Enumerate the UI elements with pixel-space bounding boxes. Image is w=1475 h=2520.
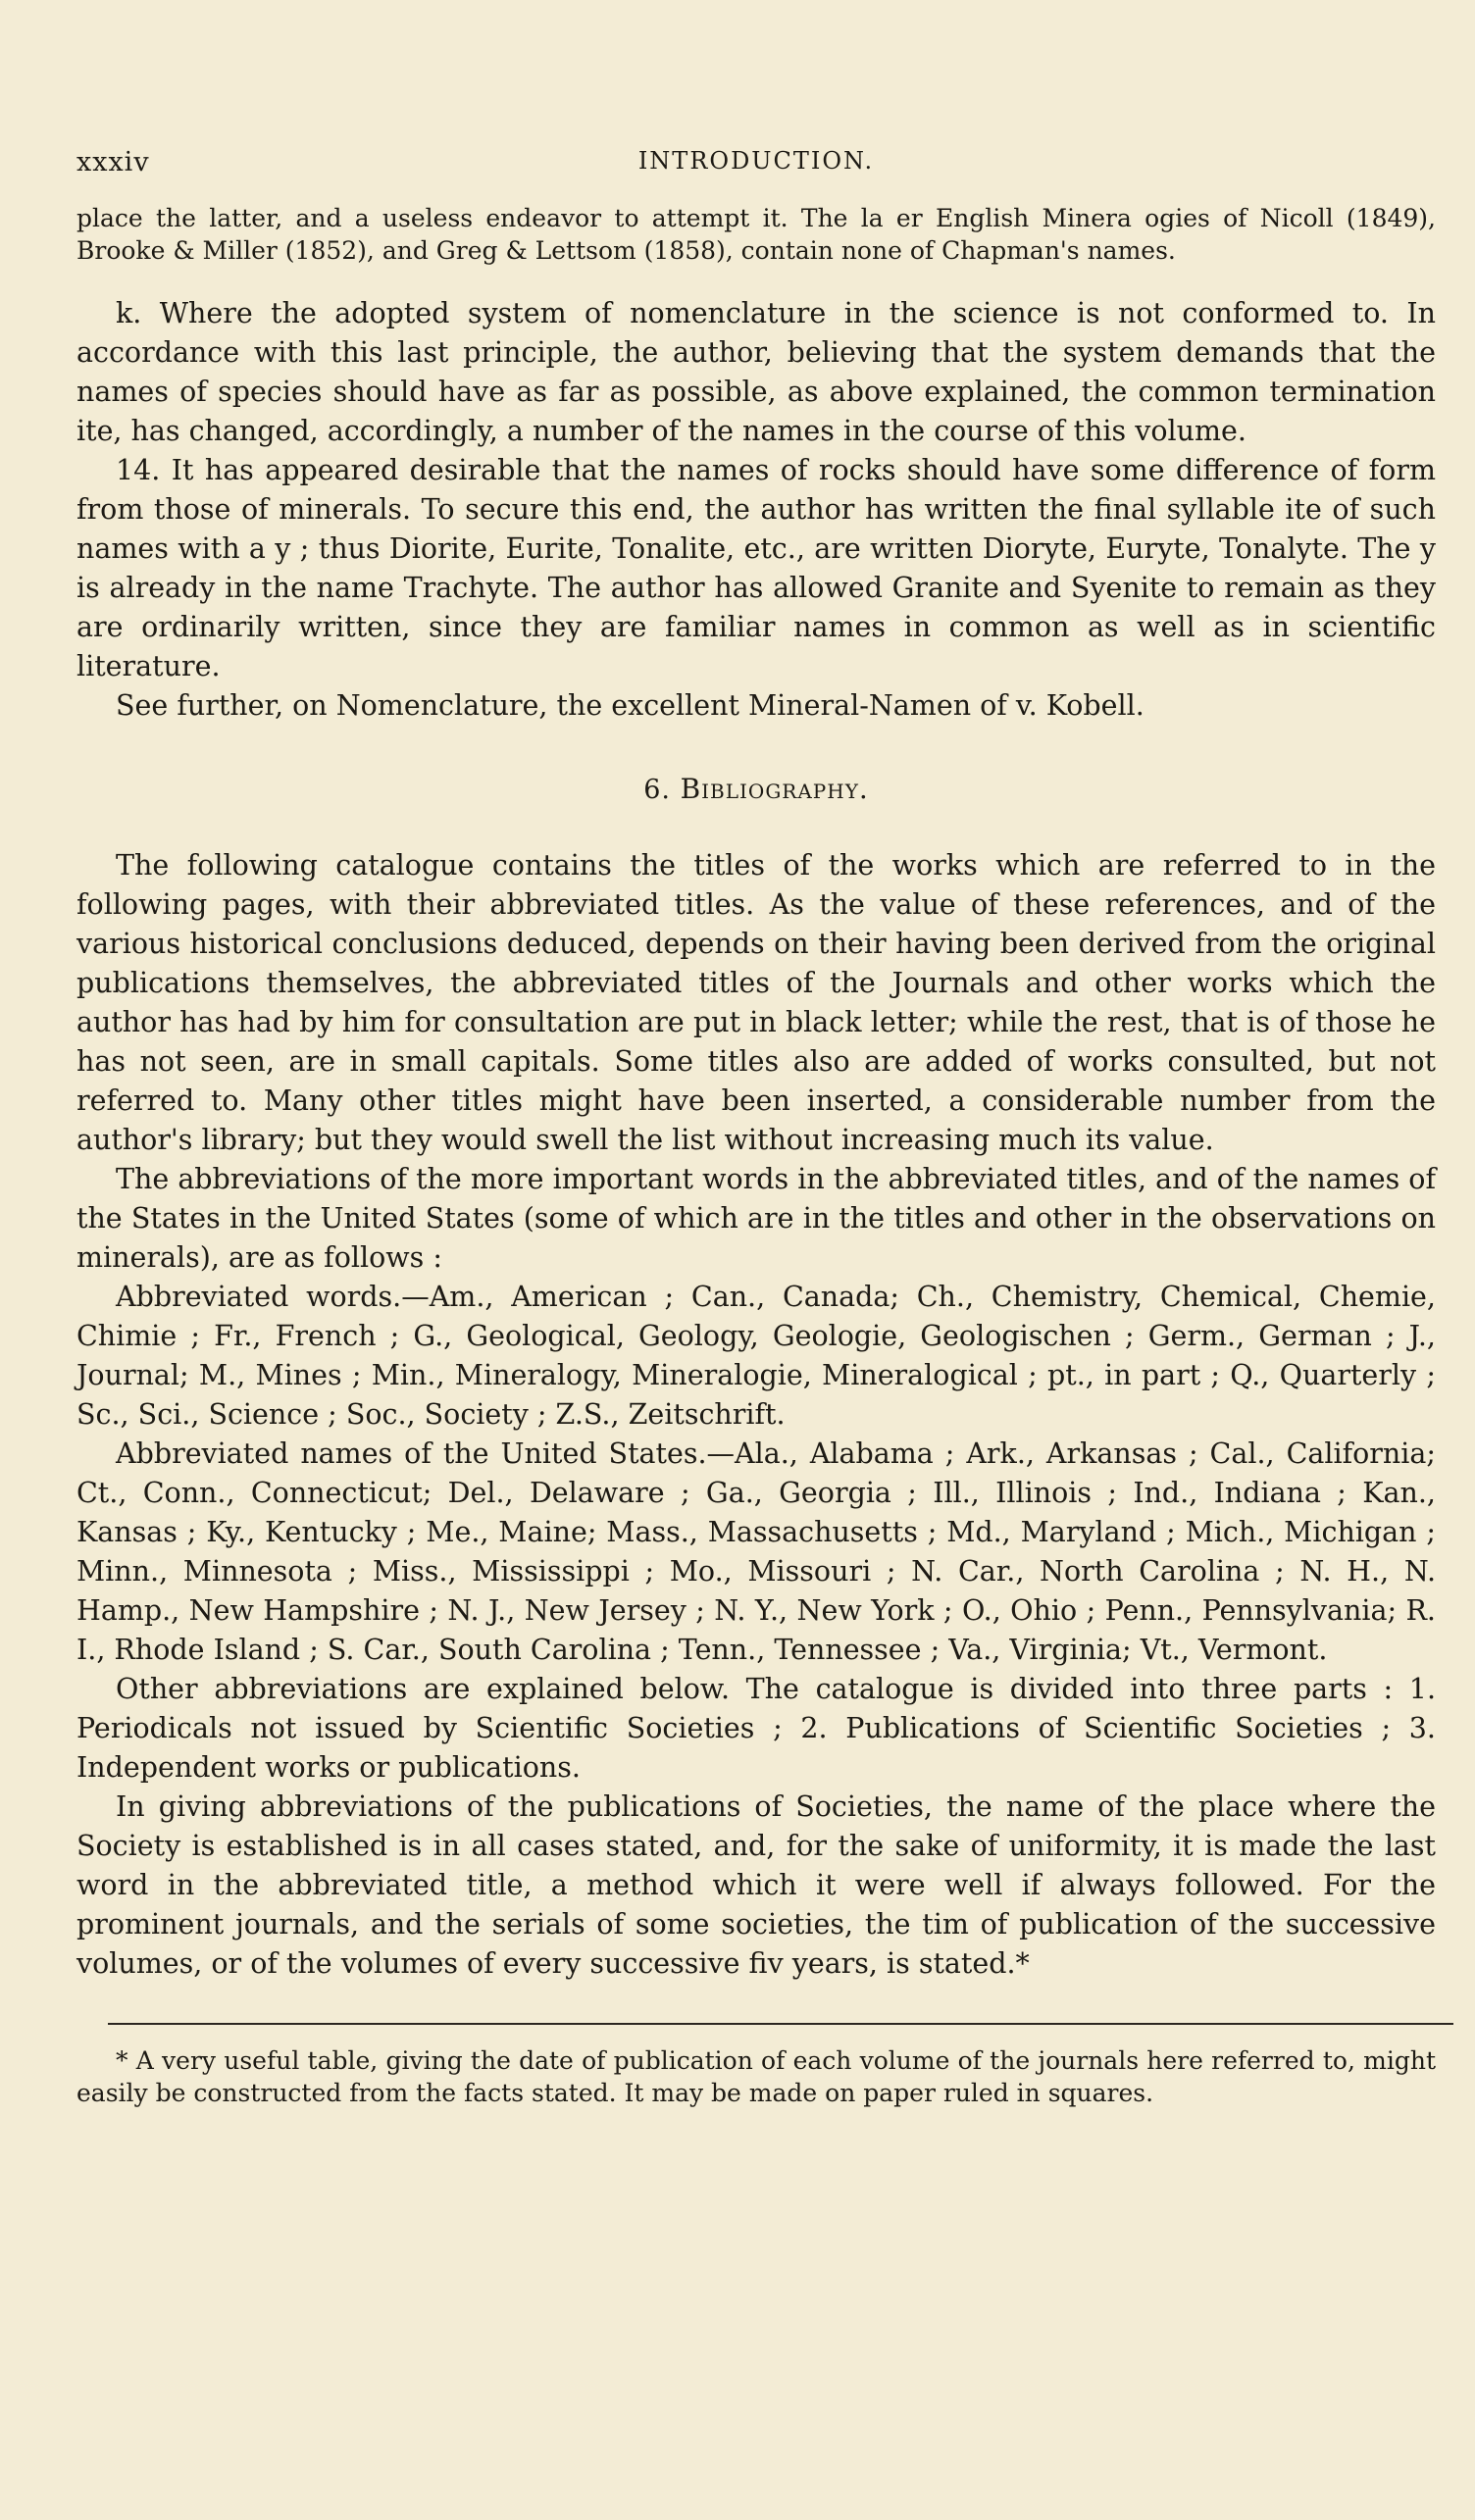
page-number: xxxiv <box>76 147 150 177</box>
paragraph-societies: In giving abbreviations of the publications of Societies, the name of the place where the Society is established is in all cases stated, and, for the sake of uniformity, it is made the last word in the abbreviated title, a method which it were well if always followed. For the prominent journals, and the serials of some societies, the tim of publication of the successive volumes, or of the volumes of every successive fiv years, is stated.* <box>76 1790 1436 1980</box>
running-head <box>76 147 1436 186</box>
footnote-rule <box>108 2023 1453 2025</box>
page-content <box>76 147 1436 2109</box>
paragraph-carryover: place the latter, and a useless endeavor to attempt it. The la er English Minera ogies of Nicoll (1849), Brooke & Miller (1852), and Greg & Lettsom (1858), contain none of Chapman's names. <box>76 204 1436 265</box>
section-heading <box>76 773 1436 805</box>
footnote <box>76 2044 1436 2109</box>
footnote-mark: * <box>116 2046 128 2075</box>
paragraph-14: 14. It has appeared desirable that the names of rocks should have some difference of form from those of minerals. To secure this end, the author has written the final syllable ite of such names with a y ; thus Diorite, Eurite, Tonalite, etc., are written Dioryte, Euryte, Tonalyte. The y is already in the name Trachyte. The author has allowed Granite and Syenite to remain as they are ordinarily written, since they are familiar names in common as well as in scientific literature. <box>76 454 1436 682</box>
paragraph-other-abbreviations: Other abbreviations are explained below. The catalogue is divided into three parts : 1. Periodicals not issued by Scientific Societies ; 2. Publications of Scientific Societies ; 3. Independent works or publications. <box>76 1673 1436 1784</box>
section-number: 6. <box>643 775 671 805</box>
paragraph-abbreviations-intro: The abbreviations of the more important words in the abbreviated titles, and of the names of the States in the United States (some of which are in the titles and other in the observations on minerals), are as follows : <box>76 1163 1436 1274</box>
paragraph-catalogue: The following catalogue contains the titles of the works which are referred to in the following pages, with their abbreviated titles. As the value of these references, and of the various historical conclusions deduced, depends on their having been derived from the original publications themselves, the abbreviated titles of the Journals and other works which the author has had by him for consultation are put in black letter; while the rest, that is of those he has not seen, are in small capitals. Some titles also are added of works consulted, but not referred to. Many other titles might have been inserted, a considerable number from the author's library; but they would swell the list without increasing much its value. <box>76 849 1436 1156</box>
paragraph-see-further: See further, on Nomenclature, the excellent Mineral-Namen of v. Kobell. <box>116 689 1144 722</box>
running-title: INTRODUCTION. <box>637 147 875 175</box>
paragraph-k: k. Where the adopted system of nomenclature in the science is not conformed to. In accordance with this last principle, the author, believing that the system demands that the names of species should have as far as possible, as above explained, the common termination ite, has changed, accordingly, a number of the names in the course of this volume. <box>76 297 1436 447</box>
footnote-text: A very useful table, giving the date of publication of each volume of the journals here referred to, might easily be constructed from the facts stated. It may be made on paper ruled in squares. <box>76 2046 1436 2107</box>
paragraph-abbreviated-words: Abbreviated words.—Am., American ; Can., Canada; Ch., Chemistry, Chemical, Chemie, Chimie ; Fr., French ; G., Geological, Geology, Geologie, Geologischen ; Germ., German ; J., Journal; M., Mines ; Min., Mineralogy, Mineralogie, Mineralogical ; pt., in part ; Q., Quarterly ; Sc., Sci., Science ; Soc., Society ; Z.S., Zeitschrift. <box>76 1281 1436 1431</box>
section-title: Bibliography. <box>680 773 869 805</box>
paragraph-abbreviated-states: Abbreviated names of the United States.—Ala., Alabama ; Ark., Arkansas ; Cal., California; Ct., Conn., Connecticut; Del., Delaware ; Ga., Georgia ; Ill., Illinois ; Ind., Indiana ; Kan., Kansas ; Ky., Kentucky ; Me., Maine; Mass., Massachusetts ; Md., Maryland ; Mich., Michigan ; Minn., Minnesota ; Miss., Mississippi ; Mo., Missouri ; N. Car., North Carolina ; N. H., N. Hamp., New Hampshire ; N. J., New Jersey ; N. Y., New York ; O., Ohio ; Penn., Pennsylvania; R. I., Rhode Island ; S. Car., South Carolina ; Tenn., Tennessee ; Va., Virginia; Vt., Vermont. <box>76 1437 1436 1666</box>
